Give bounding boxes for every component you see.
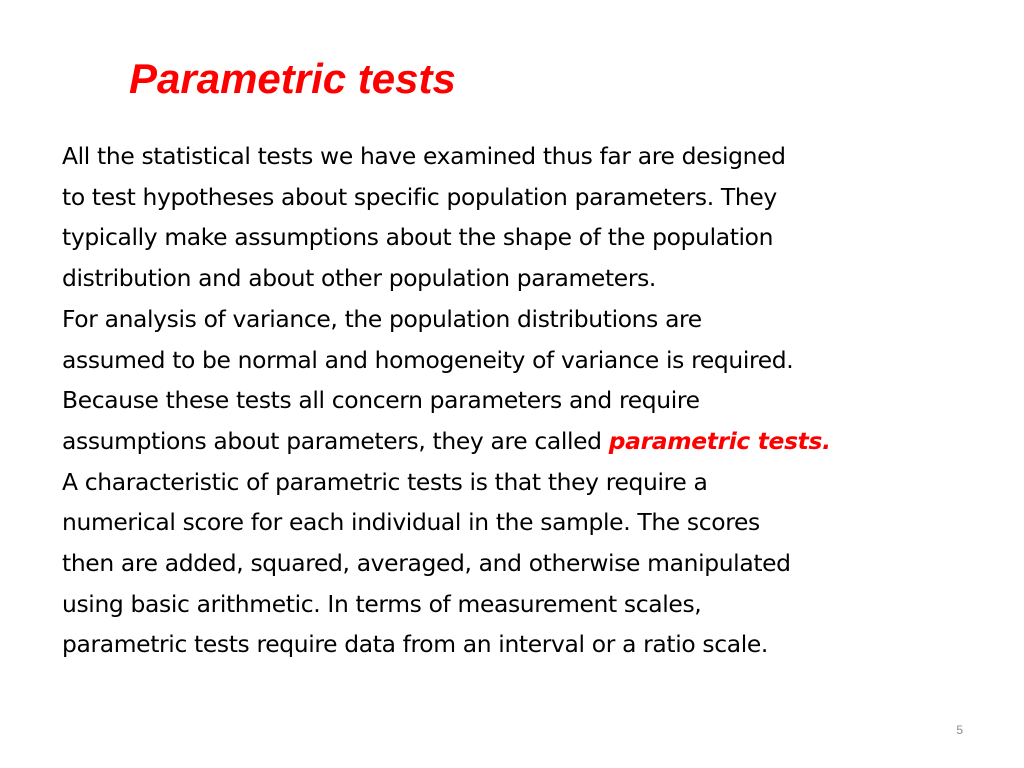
body-line: A characteristic of parametric tests is that they require a <box>62 467 708 496</box>
body-line: distribution and about other population parameters. <box>62 264 657 293</box>
parametric-tests-emphasis: parametric tests <box>608 426 823 455</box>
body-line: assumed to be normal and homogeneity of variance is required. <box>62 345 794 374</box>
page-number: 5 <box>956 723 963 737</box>
body-line: Because these tests all concern parameters and require <box>62 386 700 415</box>
body-line: then are added, squared, averaged, and otherwise manipulated <box>62 549 791 578</box>
body-line: using basic arithmetic. In terms of measurement scales, <box>62 589 702 618</box>
body-line-with-emphasis <box>62 421 962 462</box>
body-line: parametric tests require data from an interval or a ratio scale. <box>62 630 769 659</box>
body-line: numerical score for each individual in the sample. The scores <box>62 508 760 537</box>
slide-body <box>62 136 962 665</box>
body-line: to test hypotheses about specific population parameters. They <box>62 182 777 211</box>
body-line: typically make assumptions about the shape of the population <box>62 223 774 252</box>
body-line: All the statistical tests we have examined thus far are designed <box>62 142 786 170</box>
slide-title: Parametric tests <box>129 55 456 102</box>
body-line-text: assumptions about parameters, they are called <box>62 426 609 455</box>
body-line: For analysis of variance, the population distributions are <box>62 304 702 333</box>
emphasis-period: . <box>822 426 831 455</box>
